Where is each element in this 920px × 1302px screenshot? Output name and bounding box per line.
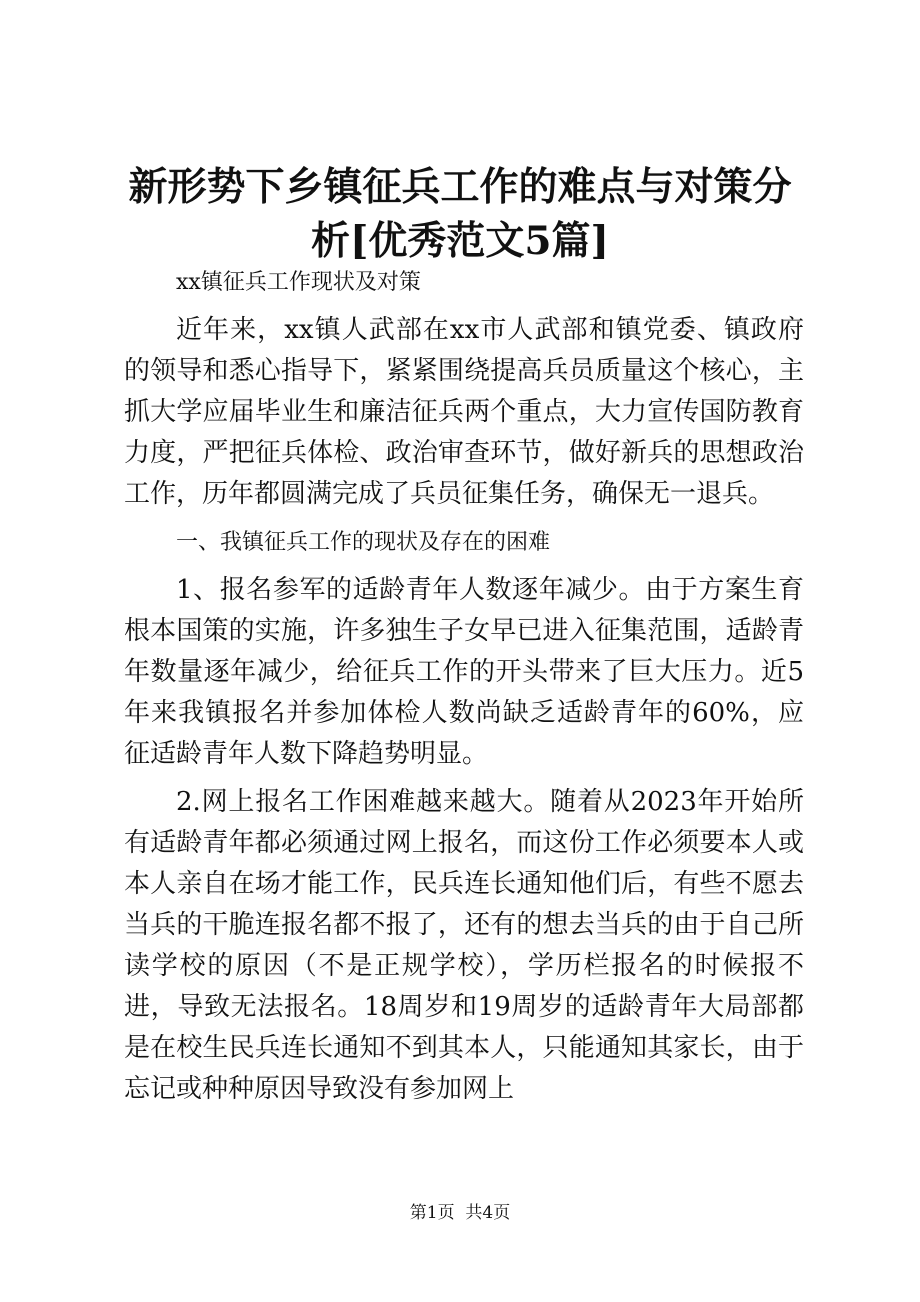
page-footer (0, 1199, 920, 1227)
document-body (124, 262, 804, 1110)
document-title: 新形势下乡镇征兵工作的难点与对策分析[优秀范文5篇] (128, 164, 792, 264)
paragraph-intro: 近年来，xx镇人武部在xx市人武部和镇党委、镇政府的领导和悉心指导下，紧紧围绕提高兵员质量这个核心，主抓大学应届毕业生和廉洁征兵两个重点，大力宣传国防教育力度，严把征兵体检、政治审查环节，做好新兵的思想政治工作，历年都圆满完成了兵员征集任务，确保无一退兵。 (124, 315, 804, 509)
paragraph-section-heading: 一、我镇征兵工作的现状及存在的困难 (176, 530, 551, 555)
page-number-label: 第1页 共4页 (409, 1203, 511, 1223)
paragraph-subtitle: xx镇征兵工作现状及对策 (176, 270, 421, 295)
paragraph-point-2: 2.网上报名工作困难越来越大。随着从2023年开始所有适龄青年都必须通过网上报名，而这份工作必须要本人或本人亲自在场才能工作，民兵连长通知他们后，有些不愿去当兵的干脆连报名都不报了，还有的想去当兵的由于自己所读学校的原因（不是正规学校），学历栏报名的时候报不进，导致无法报名。18周岁和19周岁的适龄青年大局部都是在校生民兵连长通知不到其本人，只能通知其家长，由于忘记或种种原因导致没有参加网上 (124, 787, 804, 1104)
paragraph-point-1: 1、报名参军的适龄青年人数逐年减少。由于方案生育根本国策的实施，许多独生子女早已进入征集范围，适龄青年数量逐年减少，给征兵工作的开头带来了巨大压力。近5年来我镇报名并参加体检人数尚缺乏适龄青年的60%，应征适龄青年人数下降趋势明显。 (124, 575, 804, 769)
